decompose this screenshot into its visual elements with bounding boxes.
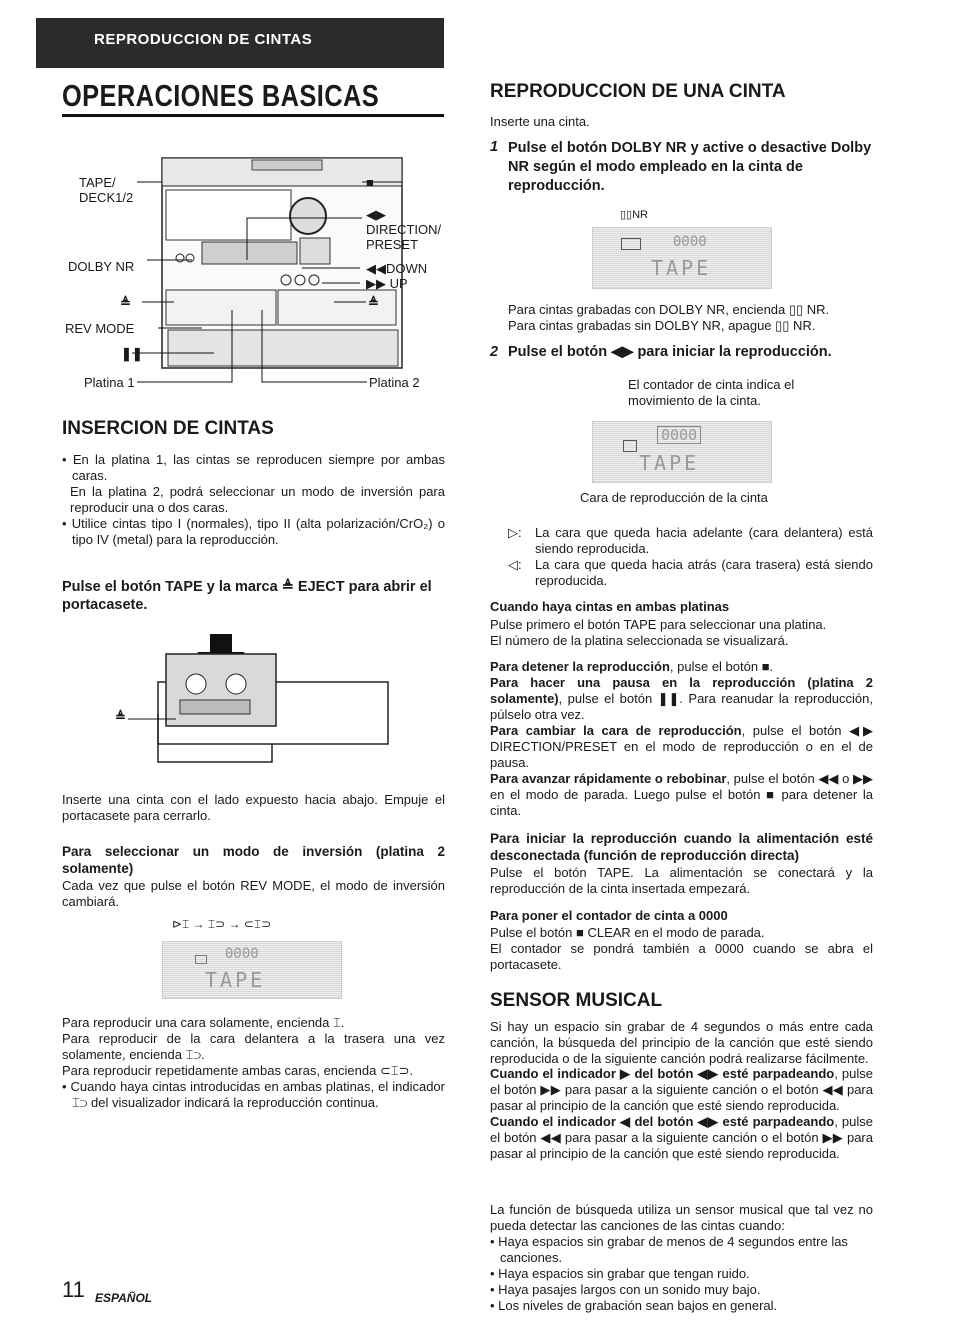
ff-line: Para avanzar rápidamente o rebobinar, pulse el botón ◀◀ o ▶▶ en el modo de parada. Luego pulse el botón ■ para detener la cinta. bbox=[490, 771, 873, 818]
dolby-indicator-icon bbox=[621, 238, 641, 250]
eject-icon-cassette: ≜ bbox=[115, 709, 126, 724]
mode-descriptions bbox=[62, 1015, 445, 1111]
page-number: 11 bbox=[62, 1277, 85, 1302]
both-heading: Cuando haya cintas en ambas platinas bbox=[490, 599, 730, 614]
step1-text: Pulse el botón DOLBY NR y active o desactive Dolby NR según el modo empleado en la cinta de reproducción. bbox=[508, 140, 872, 194]
insert-text: Inserte una cinta con el lado expuesto hacia abajo. Empuje el portacasete para cerrarlo. bbox=[62, 792, 445, 823]
both-1: Pulse primero el botón TAPE para seleccionar una platina. bbox=[490, 617, 827, 632]
mode-p2: Para reproducir de la cara delantera a la trasera una vez solamente, encienda ⌶⊃. bbox=[62, 1031, 445, 1062]
counter-note: El contador de cinta indica el movimiento de la cinta. bbox=[628, 377, 795, 408]
counter-t1: Pulse el botón ■ CLEAR en el modo de parada. bbox=[490, 925, 765, 940]
sensor-case-1: Cuando el indicador ▶ del botón ◀▶ esté parpadeando, pulse el botón ▶▶ para pasar a la siguiente canción o el botón ◀◀ para pasar al principio de la canción que esté siendo reproducida. bbox=[490, 1066, 873, 1113]
label-tape-deck: TAPE/ DECK1/2 bbox=[79, 175, 134, 205]
lcd-digits: 0000 bbox=[225, 946, 259, 962]
lcd1-digits: 0000 bbox=[673, 234, 707, 250]
eject-icon-right: ≜ bbox=[368, 295, 379, 310]
label-up: ▶▶ UP bbox=[366, 276, 408, 291]
title-rule bbox=[62, 114, 444, 117]
banner-text: REPRODUCCION DE CINTAS bbox=[94, 31, 313, 48]
heading-sensor: SENSOR MUSICAL bbox=[490, 990, 663, 1011]
pause-icon: ❚❚ bbox=[121, 346, 143, 361]
sensor-case-2: Cuando el indicador ◀ del botón ◀▶ esté parpadeando, pulse el botón ◀◀ para pasar a la siguiente canción o el botón ▶▶ para pasar al principio de la canción que esté siendo reproducida. bbox=[490, 1114, 873, 1161]
both-2: El número de la platina seleccionada se visualizará. bbox=[490, 633, 789, 648]
label-rev-mode: REV MODE bbox=[65, 321, 135, 336]
lcd1-tape: TAPE bbox=[651, 256, 712, 280]
dolby-notes bbox=[508, 302, 873, 334]
insercion-b1b: En la platina 2, podrá seleccionar un modo de inversión para reproducir una o dos caras. bbox=[70, 484, 445, 515]
nr-label: ▯▯NR bbox=[620, 209, 648, 221]
cassette-insert-diagram bbox=[110, 634, 390, 774]
stop-line: Para detener la reproducción, pulse el botón ■. bbox=[490, 659, 774, 674]
stop-icon: ■ bbox=[366, 175, 374, 190]
direct-text: Pulse el botón TAPE. La alimentación se conectará y la reproducción de la cinta insertada empezará. bbox=[490, 865, 873, 896]
mode-p3: Para reproducir repetidamente ambas caras, encienda ⊂⌶⊃. bbox=[62, 1063, 414, 1078]
mode-sequence: ⊳⌶ → ⌶⊃ → ⊂⌶⊃ bbox=[172, 917, 272, 931]
lcd-display-play bbox=[592, 421, 772, 483]
dolby-on: Para cintas grabadas con DOLBY NR, encienda ▯▯ NR. bbox=[508, 302, 830, 317]
sensor-l1: • Haya espacios sin grabar de menos de 4 segundos entre las canciones. bbox=[490, 1234, 848, 1265]
language-label: ESPAÑOL bbox=[95, 1291, 153, 1305]
sensor-list bbox=[490, 1234, 873, 1314]
heading-insercion: INSERCION DE CINTAS bbox=[62, 418, 274, 439]
rev-text: La cara que queda hacia atrás (cara trasera) está siendo reproducida. bbox=[535, 557, 873, 588]
label-down: ◀◀DOWN bbox=[366, 261, 428, 276]
fwd-text: La cara que queda hacia adelante (cara delantera) está siendo reproducida. bbox=[535, 525, 873, 556]
counter-text bbox=[490, 925, 873, 973]
sensor-l3: • Haya pasajes largos con un sonido muy bajo. bbox=[490, 1282, 761, 1297]
sensor-l4: • Los niveles de grabación sean bajos en general. bbox=[490, 1298, 778, 1313]
counter-t2: El contador se pondrá también a 0000 cuando se abra el portacasete. bbox=[490, 941, 873, 972]
step-eject: Pulse el botón TAPE y la marca ≜ EJECT para abrir el portacasete. bbox=[62, 579, 432, 613]
label-direction-preset: ◀▶ DIRECTION/ PRESET bbox=[366, 207, 442, 252]
pause-line: Para hacer una pausa en la reproducción (platina 2 solamente), pulse el botón ❚❚. Para reanudar la reproducción, púlselo otra vez. bbox=[490, 675, 873, 722]
repro-intro: Inserte una cinta. bbox=[490, 114, 590, 129]
lcd-display-dolby bbox=[592, 227, 772, 289]
fwd-symbol: ▷: bbox=[508, 525, 522, 540]
label-dolby-nr: DOLBY NR bbox=[68, 259, 135, 274]
direct-heading: Para iniciar la reproducción cuando la alimentación esté desconectada (función de reproducción directa) bbox=[490, 831, 873, 863]
lcd-tape: TAPE bbox=[205, 968, 266, 992]
page-title: OPERACIONES BASICAS bbox=[62, 78, 380, 113]
mode-p1: Para reproducir una cara solamente, encienda ⌶. bbox=[62, 1015, 345, 1030]
lcd2-digits: 0000 bbox=[657, 426, 701, 444]
section-banner bbox=[36, 18, 444, 68]
rev-mode-indicator-icon bbox=[195, 955, 207, 964]
counter-heading: Para poner el contador de cinta a 0000 bbox=[490, 908, 728, 923]
sensor-intro: Si hay un espacio sin grabar de 4 segundos o más entre cada canción, la búsqueda del principio de la canción que esté siendo reproducida o de la siguiente canción podrá realizarse fácilmente. bbox=[490, 1019, 873, 1066]
mode-heading: Para seleccionar un modo de inversión (platina 2 solamente) bbox=[62, 844, 445, 876]
sensor-l2: • Haya espacios sin grabar que tengan ruido. bbox=[490, 1266, 750, 1281]
step2-number: 2 bbox=[490, 344, 499, 360]
insercion-b1: • En la platina 1, las cintas se reproducen siempre por ambas caras. bbox=[62, 452, 445, 483]
step2-text: Pulse el botón ◀▶ para iniciar la reproducción. bbox=[508, 344, 832, 360]
heading-reproduccion: REPRODUCCION DE UNA CINTA bbox=[490, 81, 786, 102]
insercion-bullet-1 bbox=[62, 452, 445, 548]
lcd-display-mode bbox=[162, 941, 342, 999]
both-text bbox=[490, 617, 873, 649]
step1-number: 1 bbox=[490, 139, 499, 155]
dolby-off: Para cintas grabadas sin DOLBY NR, apague ▯▯ NR. bbox=[508, 318, 816, 333]
mode-p4: • Cuando haya cintas introducidas en ambas platinas, el indicador ⌶⊃ del visualizador indicará la reproducción continua. bbox=[62, 1079, 445, 1110]
sensor-cases bbox=[490, 1066, 873, 1162]
play-direction-icon bbox=[623, 440, 637, 452]
controls-block bbox=[490, 659, 873, 819]
lcd2-tape: TAPE bbox=[639, 451, 700, 475]
sensor-limit: La función de búsqueda utiliza un sensor musical que tal vez no pueda detectar las canciones de las cintas cuando: bbox=[490, 1202, 873, 1233]
label-platina-1: Platina 1 bbox=[84, 375, 135, 390]
label-platina-2: Platina 2 bbox=[369, 375, 420, 390]
cara-label: Cara de reproducción de la cinta bbox=[580, 490, 768, 505]
mode-text: Cada vez que pulse el botón REV MODE, el modo de inversión cambiará. bbox=[62, 878, 445, 909]
eject-icon: ≜ bbox=[120, 295, 131, 310]
rev-symbol: ◁: bbox=[508, 557, 522, 572]
change-line: Para cambiar la cara de reproducción, pulse el botón ◀▶ DIRECTION/PRESET en el modo de reproducción o en el de pausa. bbox=[490, 723, 873, 770]
insercion-b2: • Utilice cintas tipo I (normales), tipo II (alta polarización/CrO₂) o tipo IV (metal) para la reproducción. bbox=[62, 516, 445, 547]
